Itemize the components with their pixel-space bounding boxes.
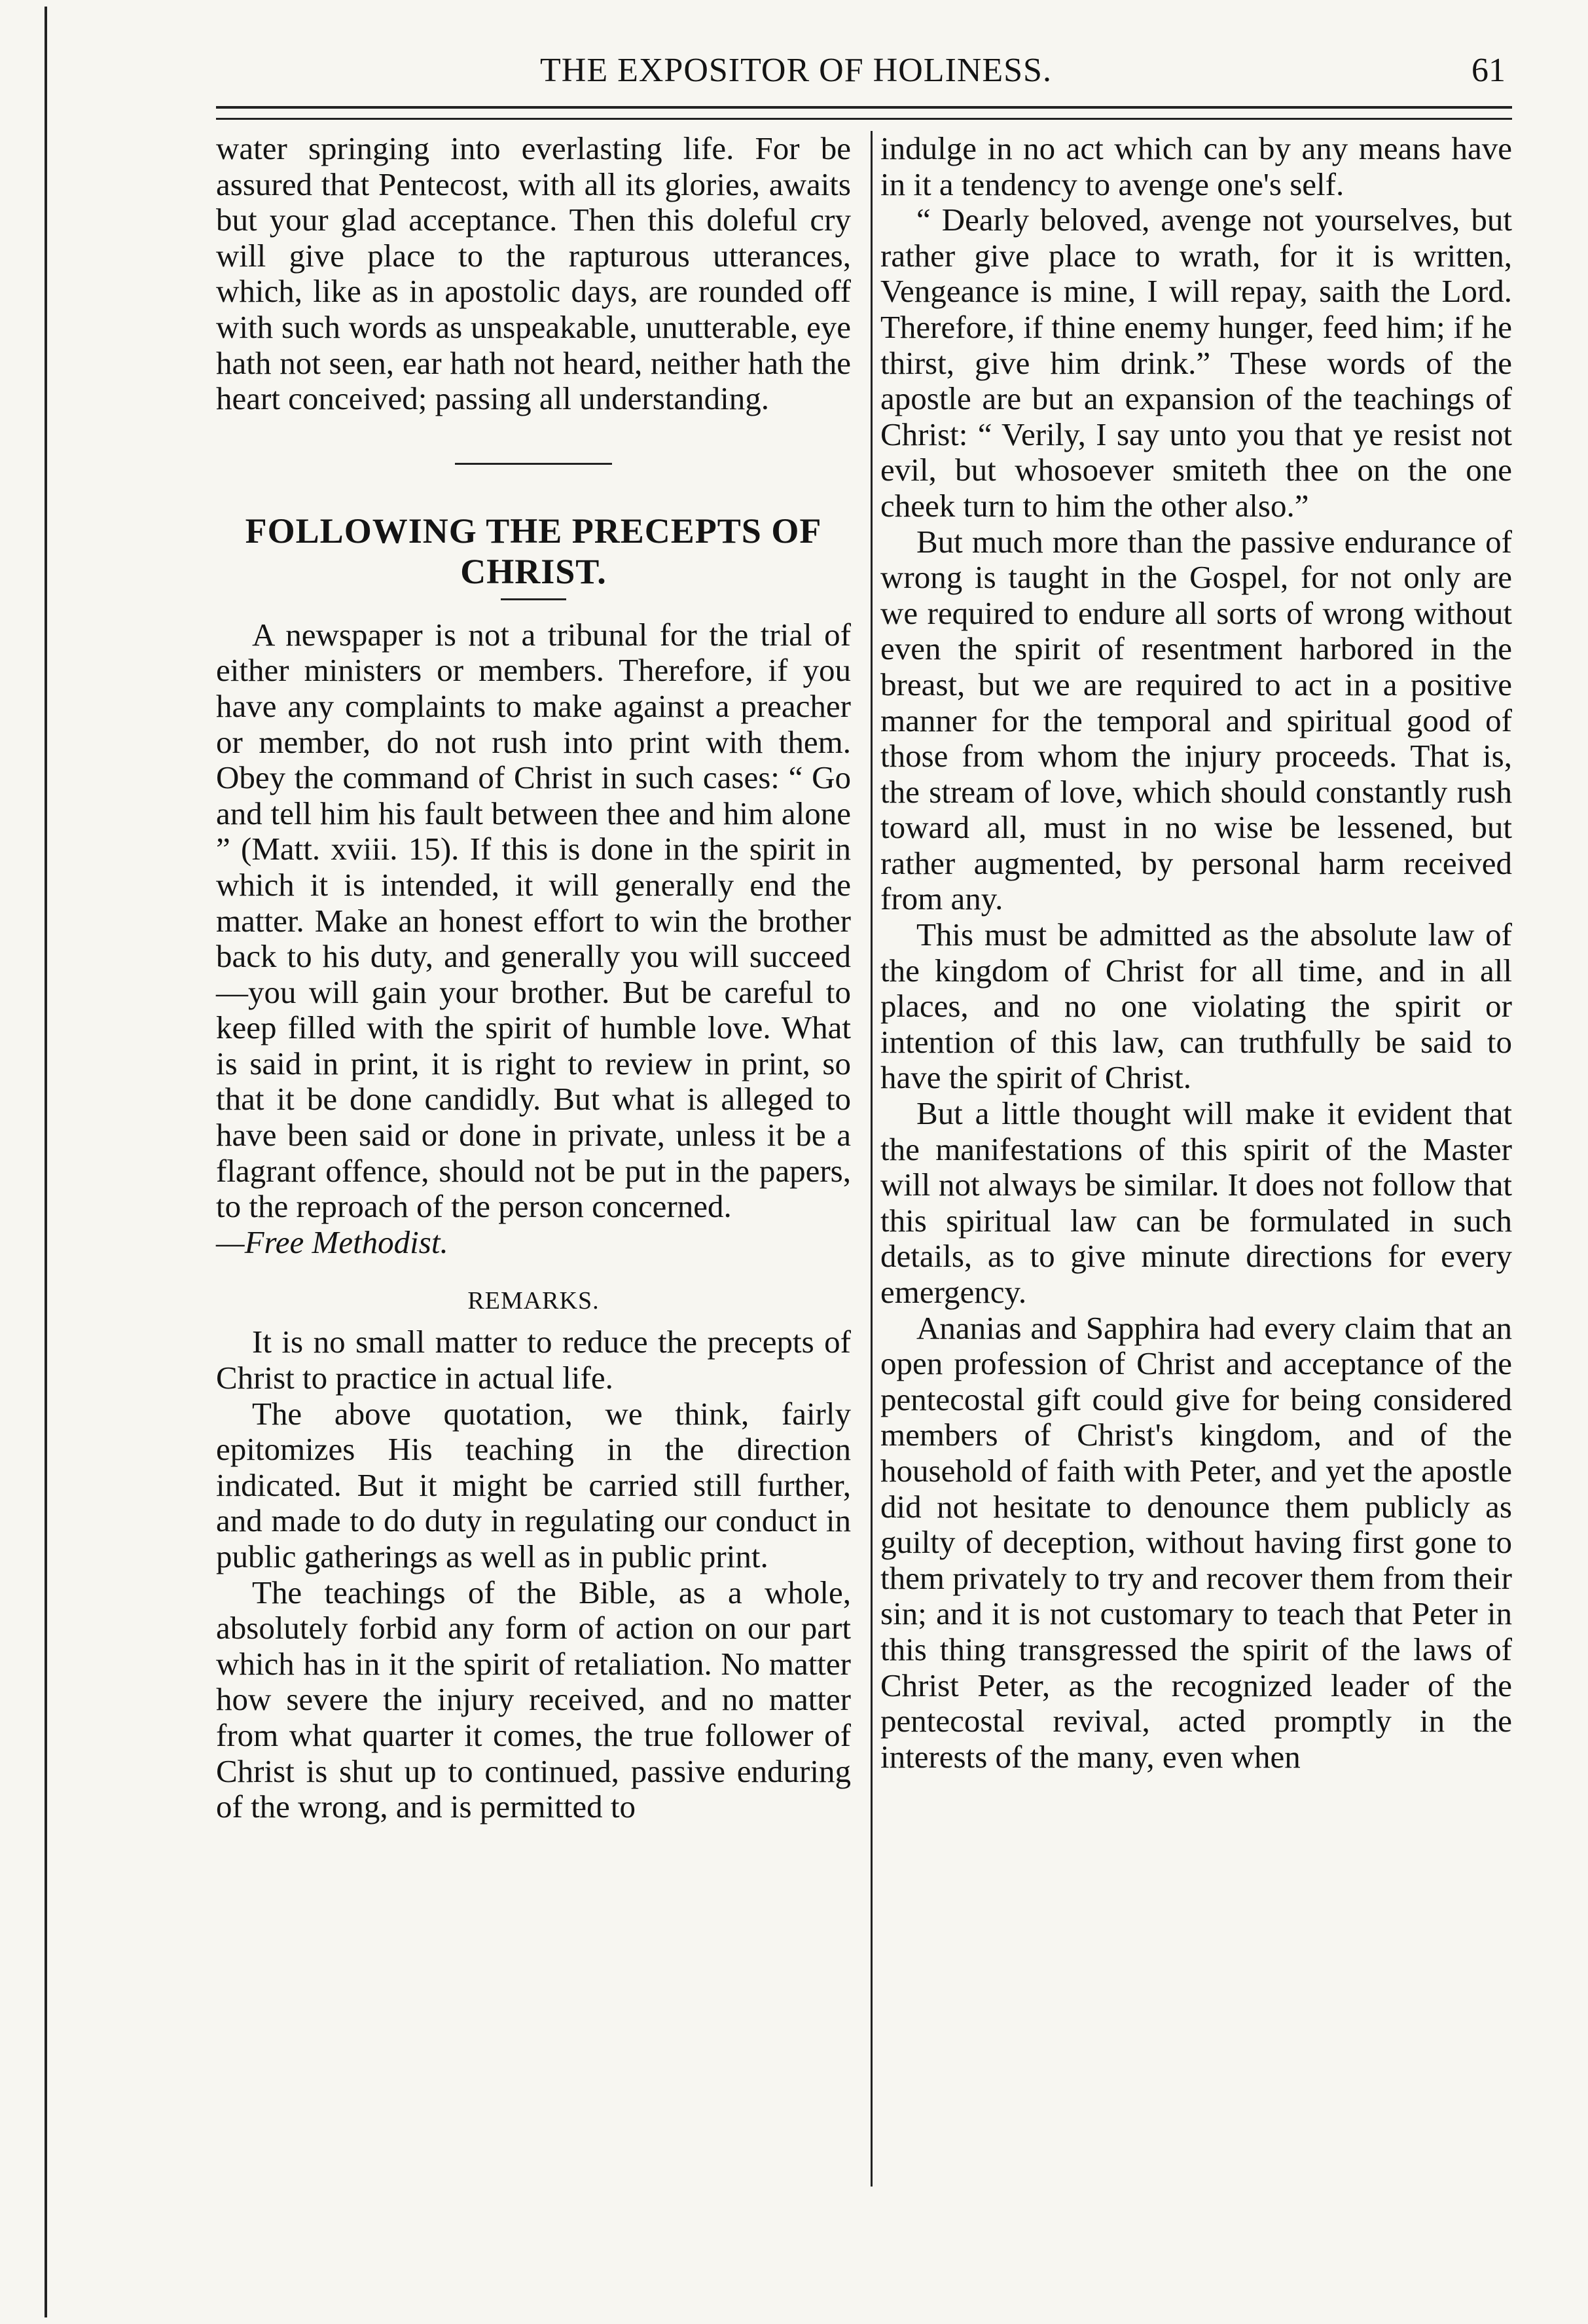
remarks-paragraph: The above quotation, we think, fairly epitomizes His teaching in the direction indicated. But it might be carried still further, and made to do duty in regulating our conduct in public gatherings as well as in public print. xyxy=(216,1395,851,1574)
left-column xyxy=(216,131,851,1825)
body-paragraph: Ananias and Sapphira had every claim that an open profession of Christ and acceptance of the pentecostal gift could give for being considered members of Christ's kingdom, and of the household of faith with Peter, and yet the apostle did not hesitate to denounce them publicly as guilty of deception, without having first gone to them privately to try and recover them from their sin; and it is not customary to teach that Peter in this thing transgressed the spirit of the laws of Christ Peter, as the recognized leader of the pentecostal revival, acted promptly in the interests of the many, even when xyxy=(880,1309,1512,1775)
article-title: FOLLOWING THE PRECEPTS OF CHRIST. xyxy=(245,511,822,591)
body-paragraph: “ Dearly beloved, avenge not yourselves, but rather give place to wrath, for it is written, Vengeance is mine, I will repay, saith the Lord. Therefore, if thine enemy hunger, feed him; if he thirst, give him drink.” These words of the apostle are but an expansion of the teachings of Christ: “ Verily, I say unto you that ye resist not evil, but whosoever smiteth thee on the one cheek turn to him the other also.” xyxy=(880,202,1512,524)
quote-body: A newspaper is not a tribunal for the trial of either ministers or members. Therefore, if you have any complaints to make against a preacher or member, do not rush into print with them. Obey the command of Christ in such cases: “ Go and tell him his fault between thee and him alone ” (Matt. xviii. 15). If this is done in the spirit in which it is intended, it will generally end the matter. Make an honest effort to win the brother back to his duty, and generally you will succeed—you will gain your brother. But be careful to keep filled with the spirit of humble love. What is said in print, it is right to review in print, so that it be done candidly. But what is alleged to have been said or done in private, unless it be a flagrant offence, should not be put in the papers, to the reproach of the person concerned. xyxy=(216,616,851,1225)
continued-paragraph: indulge in no act which can by any means have in it a tendency to avenge one's self. xyxy=(880,130,1512,202)
body-paragraph: This must be admitted as the absolute law of the kingdom of Christ for all time, and in all places, and no one violating the spirit or intention of this law, can truthfully be said to have the spirit of Christ. xyxy=(880,917,1512,1096)
right-column xyxy=(880,131,1512,1775)
column-divider xyxy=(871,131,873,2187)
remarks-paragraph: The teachings of the Bible, as a whole, absolutely forbid any form of action on our part which has in it the spirit of retaliation. No matter how severe the injury received, and no matter from what quarter it comes, the true follower of Christ is shut up to continued, passive enduring of the wrong, and is permitted to xyxy=(216,1574,851,1825)
remarks-paragraph: It is no small matter to reduce the precepts of Christ to practice in actual life. xyxy=(216,1324,851,1396)
title-rule xyxy=(501,598,566,600)
quote-source: —Free Methodist. xyxy=(216,1224,448,1260)
running-title: THE EXPOSITOR OF HOLINESS. xyxy=(540,52,1052,89)
quoted-article-text xyxy=(216,617,851,1261)
page-header xyxy=(183,51,1512,103)
page-number: 61 xyxy=(1471,52,1506,89)
header-rule-double xyxy=(216,118,1512,120)
body-paragraph: But a little thought will make it evident that the manifestations of this spirit of the Master will not always be similar. It does not follow that this spiritual law can be formulated in such details, as to give minute directions for every emergency. xyxy=(880,1095,1512,1310)
page-edge-rule xyxy=(45,7,47,2317)
body-paragraph: But much more than the passive endurance of wrong is taught in the Gospel, for not only are we required to endure all sorts of wrong without even the spirit of resentment harbored in the breast, but we are required to act in a positive manner for the temporal and spiritual good of those from whom the injury proceeds. That is, the stream of love, which should constantly rush toward all, must in no wise be lessened, but rather augmented, by personal harm received from any. xyxy=(880,523,1512,917)
header-rule xyxy=(216,106,1512,109)
article-separator xyxy=(455,463,612,465)
continued-paragraph: water springing into everlasting life. For be assured that Pentecost, with all its glories, awaits but your glad acceptance. Then this doleful cry will give place to the rapturous utterances, which, like as in apostolic days, are rounded off with such words as unspeakable, unutterable, eye hath not seen, ear hath not heard, neither hath the heart conceived; passing all understanding. xyxy=(216,130,851,417)
remarks-heading: REMARKS. xyxy=(467,1287,600,1315)
